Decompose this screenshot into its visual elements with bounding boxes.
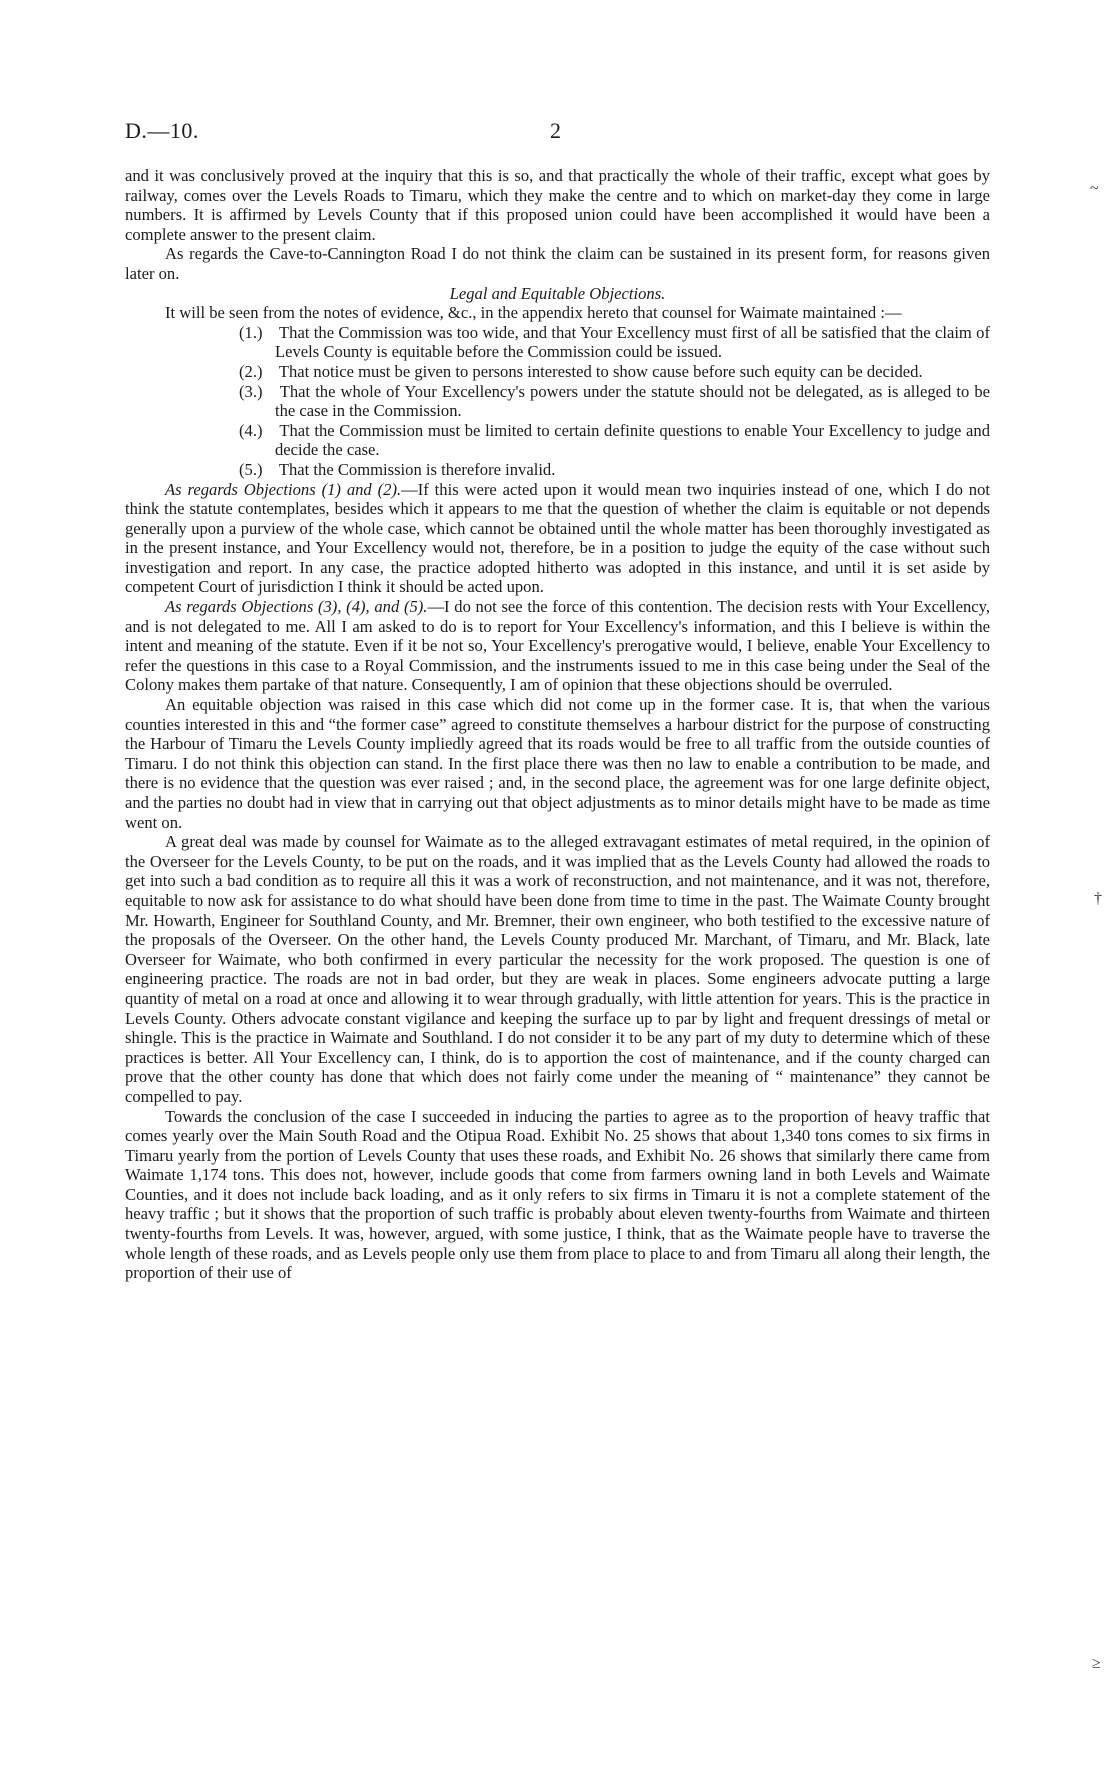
paragraph-text: —I do not see the force of this contention. The decision rests with Your Excellency, and is not delegated to me. All I am asked to do is to report for Your Excellency's information, and this I believe is within the intent and meaning of the statute. Even if it be not so, Your Excellency's prerogative would, I believe, enable Your Excellency to refer the questions in this case to a Royal Commission, and the instruments issued to me in this case being under the Seal of the Colony makes them partake of that nature. Consequently, I am of opinion that these objections should be overruled. (125, 597, 990, 695)
list-item-number: (5.) (239, 459, 263, 479)
list-item-number: (2.) (239, 361, 263, 381)
list-item-text: That the whole of Your Excellency's powers under the statute should not be delegated, as is alleged to be the case in the Commission. (275, 381, 990, 421)
page-number: 2 (550, 118, 561, 143)
list-item (125, 382, 990, 421)
list-item-number: (1.) (239, 322, 263, 342)
document-reference: D.—10. (125, 118, 199, 143)
paragraph: and it was conclusively proved at the inquiry that this is so, and that practically the whole of their traffic, except what goes by railway, comes over the Levels Roads to Timaru, which they make the centre and to which on market-day they come in large numbers. It is affirmed by Levels County that if this proposed union could have been accomplished it would have been a complete answer to the present claim. (125, 166, 990, 244)
list-item-number: (3.) (239, 381, 263, 401)
paragraph-lead: As regards Objections (1) and (2). (165, 479, 402, 499)
list-item-text: That the Commission was too wide, and that Your Excellency must first of all be satisfied that the claim of Levels County is equitable before the Commission could be issued. (275, 322, 990, 362)
section-heading: Legal and Equitable Objections. (449, 283, 666, 303)
page-header (125, 118, 1005, 148)
objections-list (125, 323, 990, 480)
paragraph: As regards the Cave-to-Cannington Road I do not think the claim can be sustained in its present form, for reasons given later on. (125, 244, 990, 283)
list-item (125, 362, 990, 382)
paragraph: A great deal was made by counsel for Waimate as to the alleged extravagant estimates of metal required, in the opinion of the Overseer for the Levels County, to be put on the roads, and it was implied that as the Levels County had allowed the roads to get into such a bad condition as to require all this it was a work of reconstruction, and not maintenance, and it was not, therefore, equitable to now ask for assistance to do what should have been done from time to time in the past. The Waimate County brought Mr. Howarth, Engineer for Southland County, and Mr. Bremner, their own engineer, who both testified to the excessive nature of the proposals of the Overseer. On the other hand, the Levels County produced Mr. Marchant, of Timaru, and Mr. Black, late Overseer for Waimate, who both confirmed in every particular the necessity for the work proposed. The question is one of engineering practice. The roads are not in bad order, but they are weak in places. Some engineers advocate putting a large quantity of metal on a road at once and allowing it to wear through gradually, with little attention for years. This is the practice in Levels County. Others advocate constant vigilance and keeping the surface up to par by light and frequent dressings of metal or shingle. This is the practice in Waimate and Southland. I do not consider it to be any part of my duty to determine which of these practices is better. All Your Excellency can, I think, do is to apportion the cost of maintenance, and if the county charged can prove that the other county has done that which does not fairly come under the meaning of “ maintenance” they cannot be compelled to pay. (125, 832, 990, 1106)
list-item (125, 460, 990, 480)
paragraph: An equitable objection was raised in this case which did not come up in the former case. It is, that when the various counties interested in this and “the former case” agreed to constitute themselves a harbour district for the purpose of constructing the Harbour of Timaru the Levels County impliedly agreed that its roads would be free to all traffic from the outside counties of Timaru. I do not think this objection can stand. In the first place there was then no law to enable a contribution to be made, and there is no evidence that the question was ever raised ; and, in the second place, the agreement was for one large definite object, and the parties no doubt had in view that in carrying out that object adjustments as to minor details might have to be made as time went on. (125, 695, 990, 832)
list-item-text: That notice must be given to persons interested to show cause before such equity can be decided. (278, 361, 923, 381)
body-text (125, 166, 990, 1283)
paragraph (125, 480, 990, 598)
margin-mark: † (1094, 890, 1102, 907)
margin-mark: ~ (1090, 180, 1099, 197)
list-item (125, 421, 990, 460)
list-item-text: That the Commission is therefore invalid. (278, 459, 556, 479)
list-item-number: (4.) (239, 420, 263, 440)
paragraph: Towards the conclusion of the case I succeeded in inducing the parties to agree as to the proportion of heavy traffic that comes yearly over the Main South Road and the Otipua Road. Exhibit No. 25 shows that about 1,340 tons comes to six firms in Timaru yearly from the portion of Levels County that uses these roads, and Exhibit No. 26 shows that similarly there came from Waimate 1,174 tons. This does not, however, include goods that come from farmers owning land in both Levels and Waimate Counties, and it does not include back loading, and as it only refers to six firms in Timaru it is not a complete statement of the heavy traffic ; but it shows that the proportion of such traffic is probably about eleven twenty-fourths from Waimate and thirteen twenty-fourths from Levels. It was, however, argued, with some justice, I think, that as the Waimate people have to traverse the whole length of these roads, and as Levels people only use them from place to place to and from Timaru all along their length, the proportion of their use of (125, 1106, 990, 1283)
paragraph-text: —If this were acted upon it would mean two inquiries instead of one, which I do not think the statute contemplates, besides which it appears to me that the question of whether the claim is equitable or not depends generally upon a purview of the whole case, which cannot be obtained until the whole matter has been thoroughly investigated as in the present instance, and Your Excellency would not, therefore, be in a position to judge the equity of the case without such investigation and report. In any case, the practice adopted hitherto was adopted in this instance, and until it is set aside by competent Court of jurisdiction I think it should be acted upon. (125, 479, 990, 597)
paragraph: It will be seen from the notes of evidence, &c., in the appendix hereto that counsel for Waimate maintained :— (165, 303, 902, 323)
paragraph (125, 597, 990, 695)
paragraph-lead: As regards Objections (3), (4), and (5). (165, 597, 428, 617)
list-item-text: That the Commission must be limited to certain definite questions to enable Your Excellency to judge and decide the case. (275, 420, 990, 460)
margin-mark: ≥ (1092, 1655, 1101, 1672)
list-item (125, 323, 990, 362)
